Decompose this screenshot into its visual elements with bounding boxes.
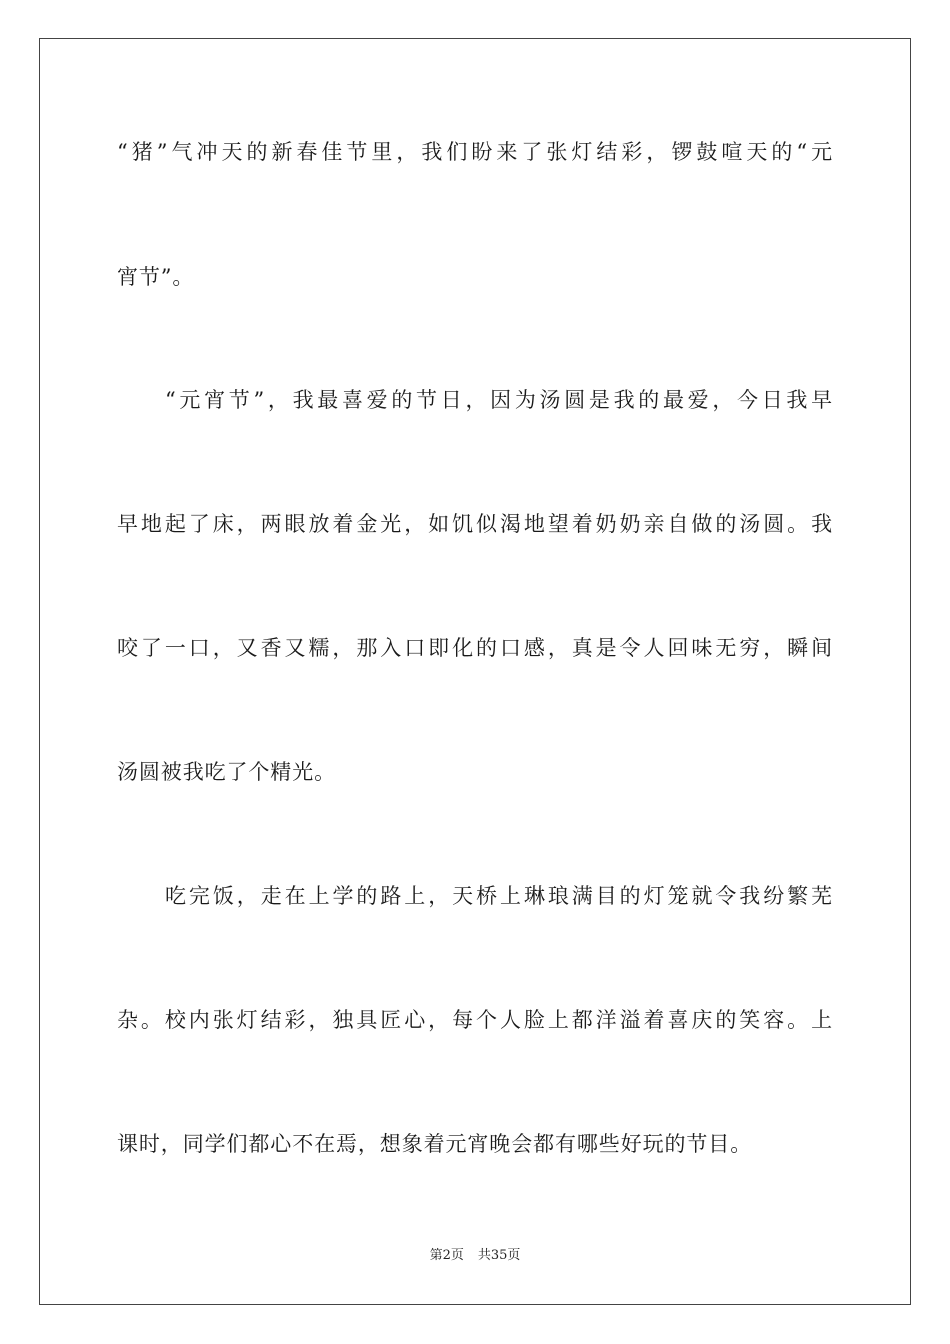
page-total: 共35页	[477, 1248, 521, 1263]
paragraph-line: 咬了一口，又香又糯，那入口即化的口感，真是令人回味无穷，瞬间	[117, 636, 833, 660]
paragraph-line: 宵节”。	[117, 265, 195, 289]
paragraph-line: 汤圆被我吃了个精光。	[117, 760, 336, 784]
paragraph-line: 早地起了床，两眼放着金光，如饥似渴地望着奶奶亲自做的汤圆。我	[117, 512, 833, 536]
page-footer	[0, 1247, 950, 1265]
paragraph-line: 杂。校内张灯结彩，独具匠心，每个人脸上都洋溢着喜庆的笑容。上	[117, 1008, 833, 1032]
paragraph-line: 吃完饭，走在上学的路上，天桥上琳琅满目的灯笼就令我纷繁芜	[165, 884, 833, 908]
paragraph-line: “猪”气冲天的新春佳节里，我们盼来了张灯结彩，锣鼓喧天的“元	[117, 140, 833, 164]
page-border	[39, 38, 911, 1305]
paragraph-line: 课时，同学们都心不在焉，想象着元宵晚会都有哪些好玩的节目。	[117, 1132, 753, 1156]
paragraph-line: “元宵节”，我最喜爱的节日，因为汤圆是我的最爱，今日我早	[165, 388, 833, 412]
page-number: 第2页	[429, 1248, 464, 1263]
